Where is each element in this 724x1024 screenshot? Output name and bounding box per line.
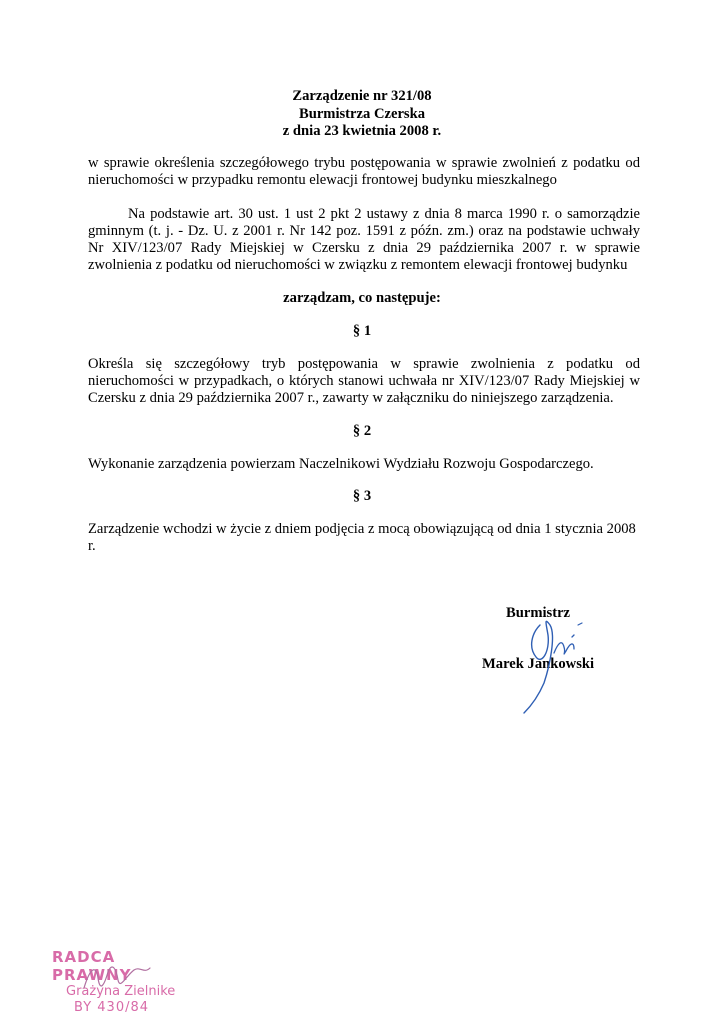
subject-line: nieruchomości w przypadku remontu elewacji frontowej budynku mieszkalnego: [88, 172, 557, 188]
stamp-signature: [78, 958, 168, 998]
subject-paragraph: [88, 155, 640, 189]
document-date: z dnia 23 kwietnia 2008 r.: [282, 123, 442, 139]
decree-heading: zarządzam, co następuje:: [283, 290, 441, 306]
section-3-line: r.: [88, 538, 96, 554]
section-1-line: Czersku z dnia 29 października 2007 r., zawarty w załączniku do niniejszego zarządzenia.: [88, 390, 614, 406]
preamble-paragraph: [88, 206, 640, 274]
signature-name: Marek Jankowski: [482, 656, 595, 672]
document-header: [88, 88, 636, 141]
section-1-line: nieruchomości w przypadkach, o których stanowi uchwała nr XIV/123/07 Rady Miejskiej w: [88, 373, 640, 389]
stamp-line-1: RADCA PRAWNY: [52, 948, 132, 984]
section-1-line: Określa się szczegółowy tryb postępowania w sprawie zwolnienia z podatku od: [88, 356, 640, 372]
section-2-line: Wykonanie zarządzenia powierzam Naczelnikowi Wydziału Rozwoju Gospodarczego.: [88, 456, 594, 472]
section-mark-2: § 2: [352, 423, 372, 439]
preamble-line: Na podstawie art. 30 ust. 1 ust 2 pkt 2 ustawy z dnia 8 marca 1990 r. o samorządzie: [128, 206, 640, 222]
section-3-paragraph: [88, 521, 640, 555]
section-mark-1: § 1: [352, 323, 372, 339]
section-2-paragraph: [88, 456, 640, 473]
handwritten-signature: [510, 595, 600, 715]
document-title: Zarządzenie nr 321/08: [292, 88, 432, 104]
stamp-line-3: BY 430/84: [74, 1000, 150, 1015]
preamble-line: zwolnienia z podatku od nieruchomości w związku z remontem elewacji frontowej budynku: [88, 257, 628, 273]
section-1-paragraph: [88, 356, 640, 407]
stamp-line-2: Grażyna Zielnike: [66, 984, 176, 999]
signature-title: Burmistrz: [506, 605, 571, 621]
subject-line: w sprawie określenia szczegółowego trybu postępowania w sprawie zwolnień z podatku od: [88, 155, 640, 171]
document-issuer: Burmistrza Czerska: [298, 105, 426, 122]
preamble-line: Nr XIV/123/07 Rady Miejskiej w Czersku z dnia 29 października 2007 r. w sprawie: [88, 240, 640, 256]
section-3-line: Zarządzenie wchodzi w życie z dniem podjęcia z mocą obowiązującą od dnia 1 stycznia 2008: [88, 521, 636, 537]
preamble-line: gminnym (t. j. - Dz. U. z 2001 r. Nr 142 poz. 1591 z późn. zm.) oraz na podstawie uchwały: [88, 223, 640, 239]
section-mark-3: § 3: [352, 488, 372, 504]
